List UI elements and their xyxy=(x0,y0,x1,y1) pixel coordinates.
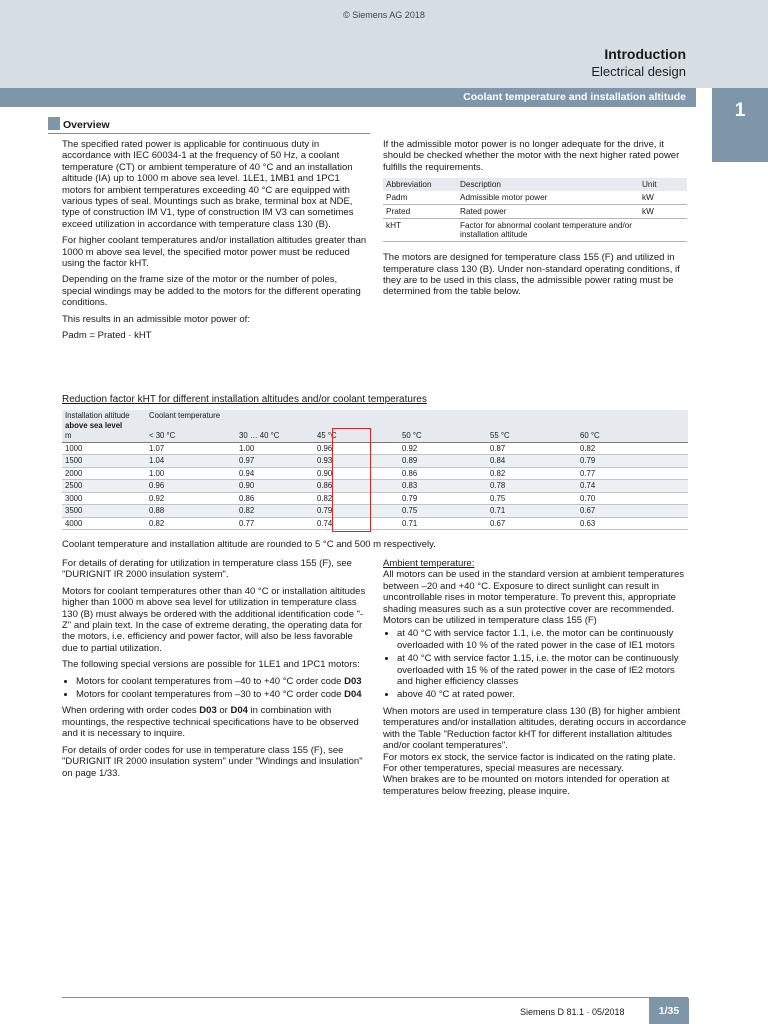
list-item: • at 40 °C with service factor 1.15, i.e. the motor can be continuously overloaded with 15 % of the rated power in the case of IE2 motors and higher efficiency classes xyxy=(397,653,687,687)
factor-cell: 0.82 xyxy=(577,442,688,455)
header-coolant: Coolant temperature xyxy=(146,410,688,420)
page-number: 1/35 xyxy=(649,998,689,1024)
factor-cell: 1.07 xyxy=(146,442,236,455)
overview-marker xyxy=(48,117,60,130)
factor-cell: 0.96 xyxy=(314,442,399,455)
unit-cell: kW xyxy=(639,191,687,205)
factor-cell: 0.94 xyxy=(236,467,314,480)
table-row xyxy=(383,205,687,219)
abbreviation-header-row xyxy=(383,178,687,191)
factor-cell: 0.79 xyxy=(577,455,688,468)
lower-left-para-3: The following special versions are possible for 1LE1 and 1PC1 motors: xyxy=(62,659,360,671)
lower-left-para-4: When ordering with order codes D03 or D04 in combination with mountings, the respective technical specifications have to be observed and it is necessary to inquire. xyxy=(62,705,359,740)
factor-cell: 0.79 xyxy=(399,492,487,505)
abbr-cell: Padm xyxy=(383,191,457,205)
table-row xyxy=(383,219,687,242)
lower-left-para-2: Motors for coolant temperatures other than 40 °C or installation altitudes higher than 1000 m above sea level for utilization in temperature class 130 (B) must always be ordered with the additional identification code "-Z" and plain text. In the case of extreme derating, the operating data for the motors, i.e. efficiency and power factor, will also be less favorable due to partial utilization. xyxy=(62,585,366,654)
section-title: Introduction xyxy=(604,46,686,62)
header-above-sea-level: above sea level xyxy=(62,420,146,430)
factor-cell: 0.75 xyxy=(399,505,487,518)
list-item: • at 40 °C with service factor 1.1, i.e. the motor can be continuously overloaded with 10 % of the rated power in the case of IE1 motors xyxy=(397,628,687,651)
overview-rule xyxy=(48,133,370,134)
abbr-cell: kHT xyxy=(383,219,457,242)
order-code: D04 xyxy=(230,705,248,717)
lower-right-para-2: Motors can be utilized in temperature class 155 (F) xyxy=(383,615,597,627)
reduction-header-row-1 xyxy=(62,410,688,420)
factor-cell: 0.77 xyxy=(236,517,314,530)
abbreviation-table xyxy=(383,178,687,242)
reduction-header-row-3 xyxy=(62,430,688,442)
lower-right-para-5: For other temperatures, special measures are necessary. xyxy=(383,762,624,774)
desc-cell: Rated power xyxy=(457,205,639,219)
table-row xyxy=(62,442,688,455)
table-row xyxy=(62,517,688,530)
factor-cell: 0.86 xyxy=(399,467,487,480)
temperature-class-list xyxy=(383,628,687,700)
lower-right-para-6: When brakes are to be mounted on motors intended for operation at temperatures below freezing, please inquire. xyxy=(383,774,670,797)
unit-cell xyxy=(639,219,687,242)
reduction-header-row-2 xyxy=(62,420,688,430)
factor-cell: 0.89 xyxy=(399,455,487,468)
factor-cell: 0.86 xyxy=(314,480,399,493)
factor-cell: 0.77 xyxy=(577,467,688,480)
factor-cell: 1.04 xyxy=(146,455,236,468)
reduction-table-title: Reduction factor kHT for different installation altitudes and/or coolant temperatures xyxy=(62,394,427,405)
desc-col-header: Description xyxy=(457,178,639,191)
factor-cell: 1.00 xyxy=(236,442,314,455)
altitude-cell: 1500 xyxy=(62,455,146,468)
factor-cell: 0.87 xyxy=(487,442,577,455)
header-altitude: Installation altitude xyxy=(62,410,146,420)
order-code: D03 xyxy=(199,705,217,717)
abbr-cell: Prated xyxy=(383,205,457,219)
altitude-cell: 4000 xyxy=(62,517,146,530)
factor-cell: 0.90 xyxy=(314,467,399,480)
altitude-cell: 2500 xyxy=(62,480,146,493)
factor-cell: 0.96 xyxy=(146,480,236,493)
power-formula: Padm = Prated · kHT xyxy=(62,330,152,342)
copyright: © Siemens AG 2018 xyxy=(343,10,425,20)
overview-right-para-2: The motors are designed for temperature class 155 (F) and utilized in temperature class 130 (B). Under non-standard operating conditions, if they are to be used in this class, the admissible power rating must be determined from the table below. xyxy=(383,252,680,298)
highlight-box-45c xyxy=(332,428,371,532)
overview-para-1: The specified rated power is applicable for continuous duty in accordance with IEC 60034-1 at the frequency of 50 Hz, a coolant temperature (CT) or ambient temperature of 40 °C and an installation altitude (IA) up to 1000 m above sea level. 1LE1, 1MB1 and 1PC1 motors for ambient temperatures exceeding 40 °C are equipped with various types of seal. Mountings such as brake, terminal box at NDE, type of construction IM V1, type of construction IM V3 can sometimes exceed utilization in accordance with temperature class 130 (B). xyxy=(62,139,354,230)
col-header: 50 °C xyxy=(399,430,487,442)
list-item: • Motors for coolant temperatures from –30 to +40 °C order code D04 xyxy=(76,689,368,700)
factor-cell: 0.82 xyxy=(314,492,399,505)
lower-left-para-1: For details of derating for utilization in temperature class 155 (F), see "DURIGNIT IR 2000 insulation system". xyxy=(62,558,352,581)
special-versions-list xyxy=(62,676,368,701)
factor-cell: 0.84 xyxy=(487,455,577,468)
overview-para-4: This results in an admissible motor power of: xyxy=(62,313,250,325)
catalog-reference: Siemens D 81.1 · 05/2018 xyxy=(520,1007,625,1017)
desc-cell: Admissible motor power xyxy=(457,191,639,205)
factor-cell: 0.93 xyxy=(314,455,399,468)
factor-cell: 0.92 xyxy=(399,442,487,455)
overview-para-2: For higher coolant temperatures and/or installation altitudes greater than 1000 m above sea level, the specified motor power must be reduced using the factor kHT. xyxy=(62,235,367,270)
reduction-factor-table xyxy=(62,410,688,530)
table-row xyxy=(62,492,688,505)
table-row xyxy=(383,191,687,205)
table-row xyxy=(62,480,688,493)
factor-cell: 0.82 xyxy=(236,505,314,518)
table-note: Coolant temperature and installation altitude are rounded to 5 °C and 500 m respectively. xyxy=(62,539,436,550)
factor-cell: 0.97 xyxy=(236,455,314,468)
overview-left-column xyxy=(62,139,368,347)
factor-cell: 0.74 xyxy=(577,480,688,493)
factor-cell: 0.83 xyxy=(399,480,487,493)
table-row xyxy=(62,455,688,468)
factor-cell: 0.78 xyxy=(487,480,577,493)
lower-left-para-5: For details of order codes for use in temperature class 155 (F), see "DURIGNIT IR 2000 insulation system" under "Windings and insulation" on page 1/33. xyxy=(62,744,363,779)
ambient-temperature-heading: Ambient temperature: xyxy=(383,558,475,569)
topic-title: Coolant temperature and installation altitude xyxy=(463,91,686,103)
footer-rule xyxy=(62,997,688,998)
factor-cell: 0.71 xyxy=(487,505,577,518)
lower-right-column xyxy=(383,558,687,797)
factor-cell: 0.70 xyxy=(577,492,688,505)
overview-right-para-1: If the admissible motor power is no longer adequate for the drive, it should be checked whether the motor with the next higher rated power fulfills the requirements. xyxy=(383,139,680,173)
overview-para-3: Depending on the frame size of the motor or the number of poles, special windings may be added to the motors for the different operating conditions. xyxy=(62,274,361,309)
order-code: D04 xyxy=(344,689,362,701)
lower-left-column xyxy=(62,558,368,784)
factor-cell: 0.63 xyxy=(577,517,688,530)
col-header: 55 °C xyxy=(487,430,577,442)
chapter-tab: 1 xyxy=(712,88,768,162)
lower-right-para-1: All motors can be used in the standard version at ambient temperatures between –20 and +40 °C. Exposure to direct sunlight can result in uncontrollable rises in motor temperature. To prevent this, appropriate shading measures such as a sun protective cover are recommended. xyxy=(383,569,684,615)
factor-cell: 0.71 xyxy=(399,517,487,530)
factor-cell: 0.82 xyxy=(146,517,236,530)
altitude-cell: 3500 xyxy=(62,505,146,518)
factor-cell: 0.86 xyxy=(236,492,314,505)
col-header: 60 °C xyxy=(577,430,688,442)
factor-cell: 0.75 xyxy=(487,492,577,505)
list-item: • above 40 °C at rated power. xyxy=(397,689,687,700)
table-row xyxy=(62,467,688,480)
altitude-cell: 2000 xyxy=(62,467,146,480)
factor-cell: 0.74 xyxy=(314,517,399,530)
col-header: < 30 °C xyxy=(146,430,236,442)
factor-cell: 0.67 xyxy=(577,505,688,518)
col-header: 30 … 40 °C xyxy=(236,430,314,442)
col-header: 45 °C xyxy=(314,430,399,442)
unit-cell: kW xyxy=(639,205,687,219)
factor-cell: 0.88 xyxy=(146,505,236,518)
header-unit: m xyxy=(62,430,146,442)
table-row xyxy=(62,505,688,518)
overview-heading: Overview xyxy=(63,119,110,131)
overview-right-column xyxy=(383,139,687,303)
altitude-cell: 1000 xyxy=(62,442,146,455)
factor-cell: 0.67 xyxy=(487,517,577,530)
unit-col-header: Unit xyxy=(639,178,687,191)
factor-cell: 0.90 xyxy=(236,480,314,493)
factor-cell: 0.82 xyxy=(487,467,577,480)
factor-cell: 0.92 xyxy=(146,492,236,505)
factor-cell: 0.79 xyxy=(314,505,399,518)
abbr-col-header: Abbreviation xyxy=(383,178,457,191)
altitude-cell: 3000 xyxy=(62,492,146,505)
lower-right-para-4: For motors ex stock, the service factor is indicated on the rating plate. xyxy=(383,751,676,763)
desc-cell: Factor for abnormal coolant temperature and/or installation altitude xyxy=(457,219,639,242)
lower-right-para-3: When motors are used in temperature class 130 (B) for higher ambient temperatures and/or installation altitudes, derating occurs in accordance with the Table "Reduction factor kHT for different installation altitudes and/or coolant temperatures". xyxy=(383,705,687,752)
list-item: • Motors for coolant temperatures from –40 to +40 °C order code D03 xyxy=(76,676,368,687)
section-subtitle: Electrical design xyxy=(591,64,686,79)
order-code: D03 xyxy=(344,675,362,687)
factor-cell: 1.00 xyxy=(146,467,236,480)
